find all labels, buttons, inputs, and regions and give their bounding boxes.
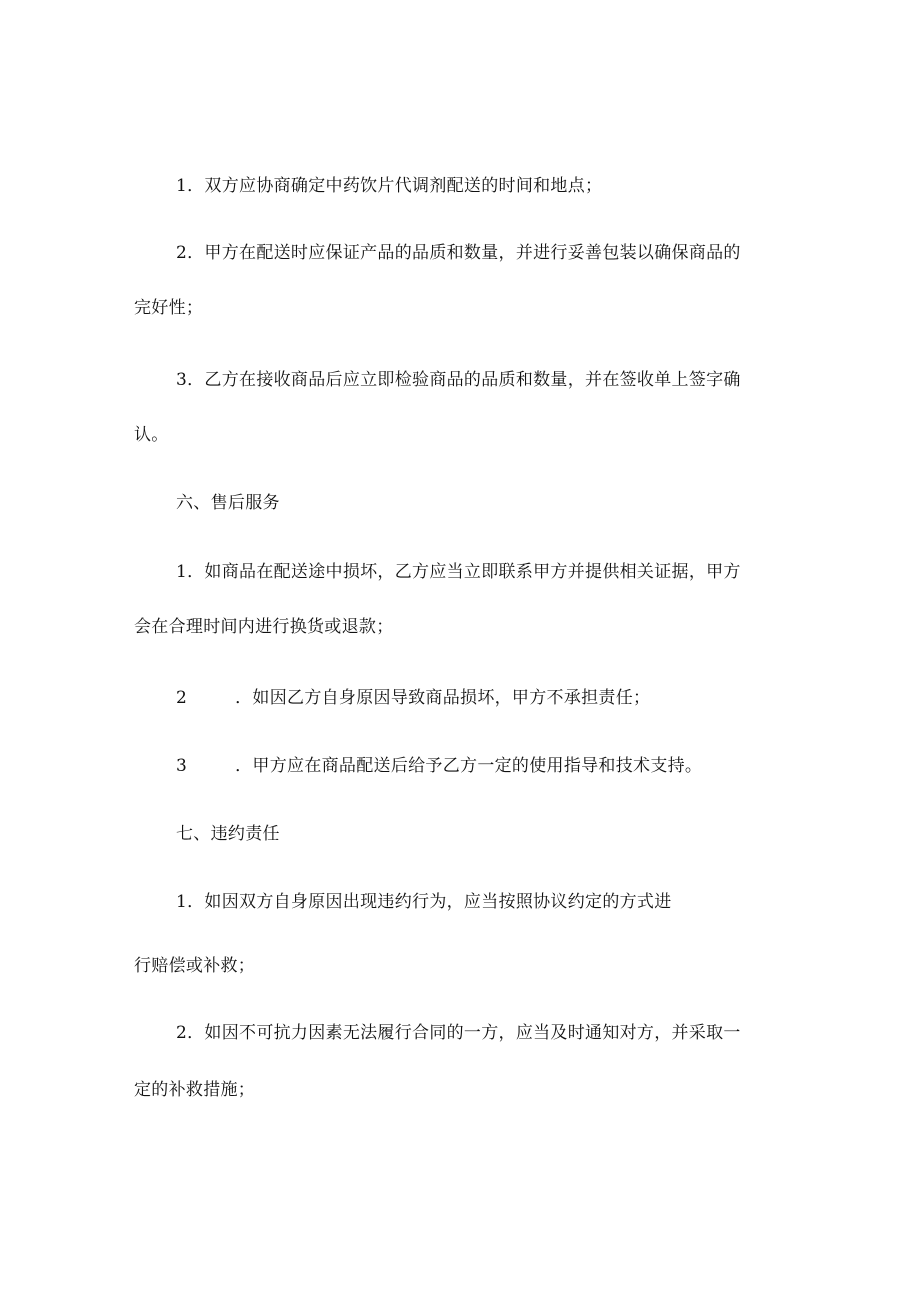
section-heading-after-sales: 六、售后服务 <box>176 493 280 513</box>
breach-item-2-line-2: 定的补救措施； <box>134 1080 256 1100</box>
breach-item-2-line-1: 2．如因不可抗力因素无法履行合同的一方，应当及时通知对方，并采取一 <box>176 1023 741 1043</box>
delivery-item-2-line-1: 2．甲方在配送时应保证产品的品质和数量，并进行妥善包装以确保商品的 <box>176 243 741 263</box>
after-sales-item-2 <box>176 686 650 710</box>
after-sales-item-1-line-2: 会在合理时间内进行换货或退款； <box>134 617 394 637</box>
after-sales-item-3-text: ．甲方应在商品配送后给予乙方一定的使用指导和技术支持。 <box>235 756 703 776</box>
after-sales-item-2-number: 2 <box>176 688 188 708</box>
section-heading-breach: 七、违约责任 <box>176 824 280 844</box>
breach-item-1-line-2: 行赔偿或补救； <box>134 956 256 976</box>
breach-item-1-line-1: 1．如因双方自身原因出现违约行为，应当按照协议约定的方式进 <box>176 892 672 912</box>
delivery-item-2-line-2: 完好性； <box>134 298 204 318</box>
delivery-item-3-line-2: 认。 <box>134 425 169 445</box>
delivery-item-1: 1．双方应协商确定中药饮片代调剂配送的时间和地点； <box>176 176 603 196</box>
after-sales-item-3 <box>176 754 702 778</box>
after-sales-item-2-text: ．如因乙方自身原因导致商品损坏，甲方不承担责任； <box>235 688 651 708</box>
delivery-item-3-line-1: 3．乙方在接收商品后应立即检验商品的品质和数量，并在签收单上签字确 <box>176 370 741 390</box>
after-sales-item-3-number: 3 <box>176 756 188 776</box>
after-sales-item-1-line-1: 1．如商品在配送途中损坏，乙方应当立即联系甲方并提供相关证据，甲方 <box>176 562 741 582</box>
